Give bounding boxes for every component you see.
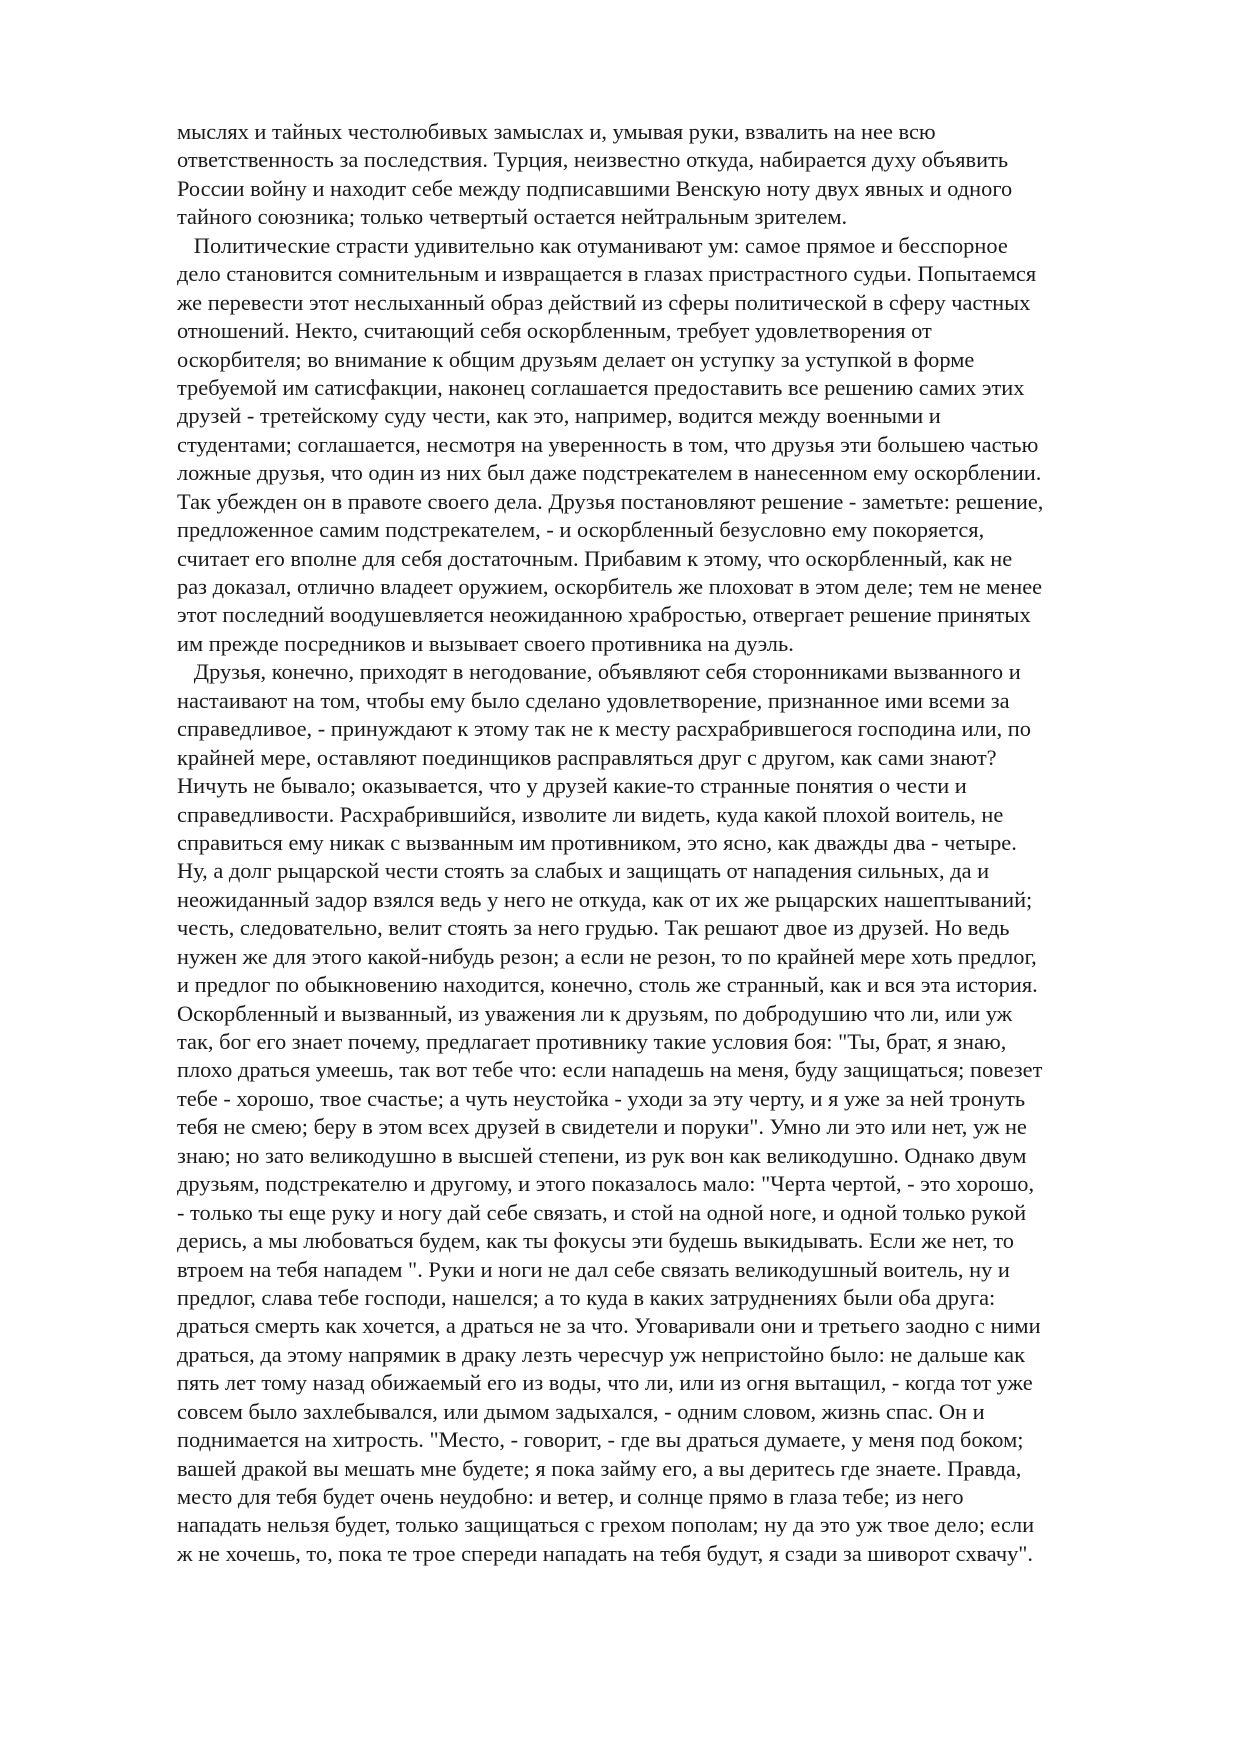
text-line: нужен же для этого какой-нибудь резон; а если не резон, то по крайней мере хоть предлог, (177, 943, 1037, 969)
body-text (177, 118, 1143, 1568)
text-line: место для тебя будет очень неудобно: и ветер, и солнце прямо в глаза тебе; из него (177, 1484, 964, 1509)
text-line: Ничуть не бывало; оказывается, что у друзей какие-то странные понятия о чести и (177, 773, 967, 799)
text-line: раз доказал, отлично владеет оружием, оскорбитель же плоховат в этом деле; тем не менее (177, 574, 1043, 599)
text-line: втроем на тебя нападем ". Руки и ноги не дал себе связать великодушный воитель, ну и (177, 1256, 1010, 1282)
text-line: предложенное самим подстрекателем, - и оскорбленный безусловно ему покоряется, (177, 517, 985, 543)
text-line: друзьям, подстрекателю и другому, и этого показалось мало: "Черта чертой, - это хорошо, (177, 1171, 1035, 1197)
text-line: тебя не смею; беру в этом всех друзей в свидетели и поруки". Умно ли это или нет, уж не (177, 1114, 1027, 1140)
text-line: - только ты еще руку и ногу дай себе связать, и стой на одной ноге, и одной только рукой (177, 1199, 1027, 1225)
text-line: Ну, а долг рыцарской чести стоять за слабых и защищать от нападения сильных, да и (177, 858, 990, 884)
text-line: оскорбителя; во внимание к общим друзьям делает он уступку за уступкой в форме (177, 346, 975, 372)
text-line: поднимается на хитрость. "Место, - говорит, - где вы драться думаете, у меня под боком; (177, 1427, 1024, 1453)
text-line: так, бог его знает почему, предлагает противнику такие условия боя: "Ты, брат, я знаю, (177, 1029, 1007, 1054)
text-line: ответственность за последствия. Турция, неизвестно откуда, набирается духу объявить (177, 147, 1009, 173)
text-line: справедливое, - принуждают к этому так не к месту расхрабрившегося господина или, по (177, 716, 1031, 742)
text-line: же перевести этот неслыханный образ действий из сферы политической в сферу частных (177, 289, 1031, 315)
text-line: отношений. Некто, считающий себя оскорбленным, требует удовлетворения от (177, 318, 932, 344)
text-line: им прежде посредников и вызывает своего противника на дуэль. (177, 630, 794, 656)
text-line: требуемой им сатисфакции, наконец соглашается предоставить все решению самих этих (177, 374, 1025, 400)
text-line: студентами; соглашается, несмотря на уверенность в том, что друзья эти большею частью (177, 431, 1039, 457)
text-line: друзей - третейскому суду чести, как это, например, водится между военными и (177, 403, 941, 429)
text-line: честь, следовательно, велит стоять за него грудью. Так решают двое из друзей. Но ведь (177, 915, 1010, 941)
text-line: совсем было захлебывался, или дымом задыхался, - одним словом, жизнь спас. Он и (177, 1398, 985, 1424)
text-line: тебе - хорошо, твое счастье; а чуть неустойка - уходи за эту черту, и я уже за ней тронуть (177, 1085, 1026, 1111)
text-line: и предлог по обыкновению находится, конечно, столь же странный, как и вся эта история. (177, 972, 1038, 998)
text-line: Политические страсти удивительно как отуманивают ум: самое прямое и бесспорное (177, 232, 1008, 258)
text-line: драться смерть как хочется, а драться не за что. Уговаривали они и третьего заодно с ними (177, 1313, 1041, 1339)
text-line: тайного союзника; только четвертый остается нейтральным зрителем. (177, 204, 848, 230)
text-line: справедливости. Расхрабрившийся, изволите ли видеть, куда какой плохой воитель, не (177, 801, 1004, 827)
text-line: настаивают на том, чтобы ему было сделано удовлетворение, признанное ими всеми за (177, 687, 1010, 713)
text-line: ж не хочешь, то, пока те трое спереди нападать на тебя будут, я сзади за шиворот схвачу". (177, 1540, 1034, 1566)
text-line: предлог, слава тебе господи, нашелся; а то куда в каких затруднениях были оба друга: (177, 1284, 996, 1310)
text-line: нападать нельзя будет, только защищаться с грехом пополам; ну да это уж твое дело; если (177, 1512, 1035, 1538)
text-line: России войну и находит себе между подписавшими Венскую ноту двух явных и одного (177, 175, 1013, 201)
text-line: Так убежден он в правоте своего дела. Друзья постановляют решение - заметьте: решение, (177, 488, 1044, 514)
text-line: знаю; но зато великодушно в высшей степени, из рук вон как великодушно. Однако двум (177, 1142, 1027, 1168)
text-line: считает его вполне для себя достаточным. Прибавим к этому, что оскорбленный, как не (177, 545, 1013, 571)
text-line: справиться ему никак с вызванным им противником, это ясно, как дважды два - четыре. (177, 829, 1017, 855)
text-line: Друзья, конечно, приходят в негодование, объявляют себя сторонниками вызванного и (177, 659, 1021, 685)
text-line: неожиданный задор взялся ведь у него не откуда, как от их же рыцарских нашептываний; (177, 886, 1033, 912)
text-line: Оскорбленный и вызванный, из уважения ли к друзьям, по добродушию что ли, или уж (177, 1000, 1013, 1026)
text-line: ложные друзья, что один из них был даже подстрекателем в нанесенном ему оскорблении. (177, 460, 1042, 486)
text-line: мыслях и тайных честолюбивых замыслах и, умывая руки, взвалить на нее всю (177, 119, 936, 144)
text-line: дело становится сомнительным и извращается в глазах пристрастного судьи. Попытаемся (177, 261, 1037, 287)
text-line: дерись, а мы любоваться будем, как ты фокусы эти будешь выкидывать. Если же нет, то (177, 1228, 1014, 1254)
text-line: вашей дракой вы мешать мне будете; я пока займу его, а вы деритесь где знаете. Правда, (177, 1455, 1022, 1481)
text-line: пять лет тому назад обижаемый его из воды, что ли, или из огня вытащил, - когда тот уже (177, 1370, 1033, 1396)
text-line: драться, да этому напрямик в драку лезть чересчур уж непристойно было: не дальше как (177, 1341, 1025, 1367)
text-line: этот последний воодушевляется неожиданною храбростью, отвергает решение принятых (177, 602, 1031, 628)
text-line: крайней мере, оставляют поединщиков расправляться друг с другом, как сами знают? (177, 744, 997, 770)
text-line: плохо драться умеешь, так вот тебе что: если нападешь на меня, буду защищаться; повезет (177, 1057, 1043, 1083)
